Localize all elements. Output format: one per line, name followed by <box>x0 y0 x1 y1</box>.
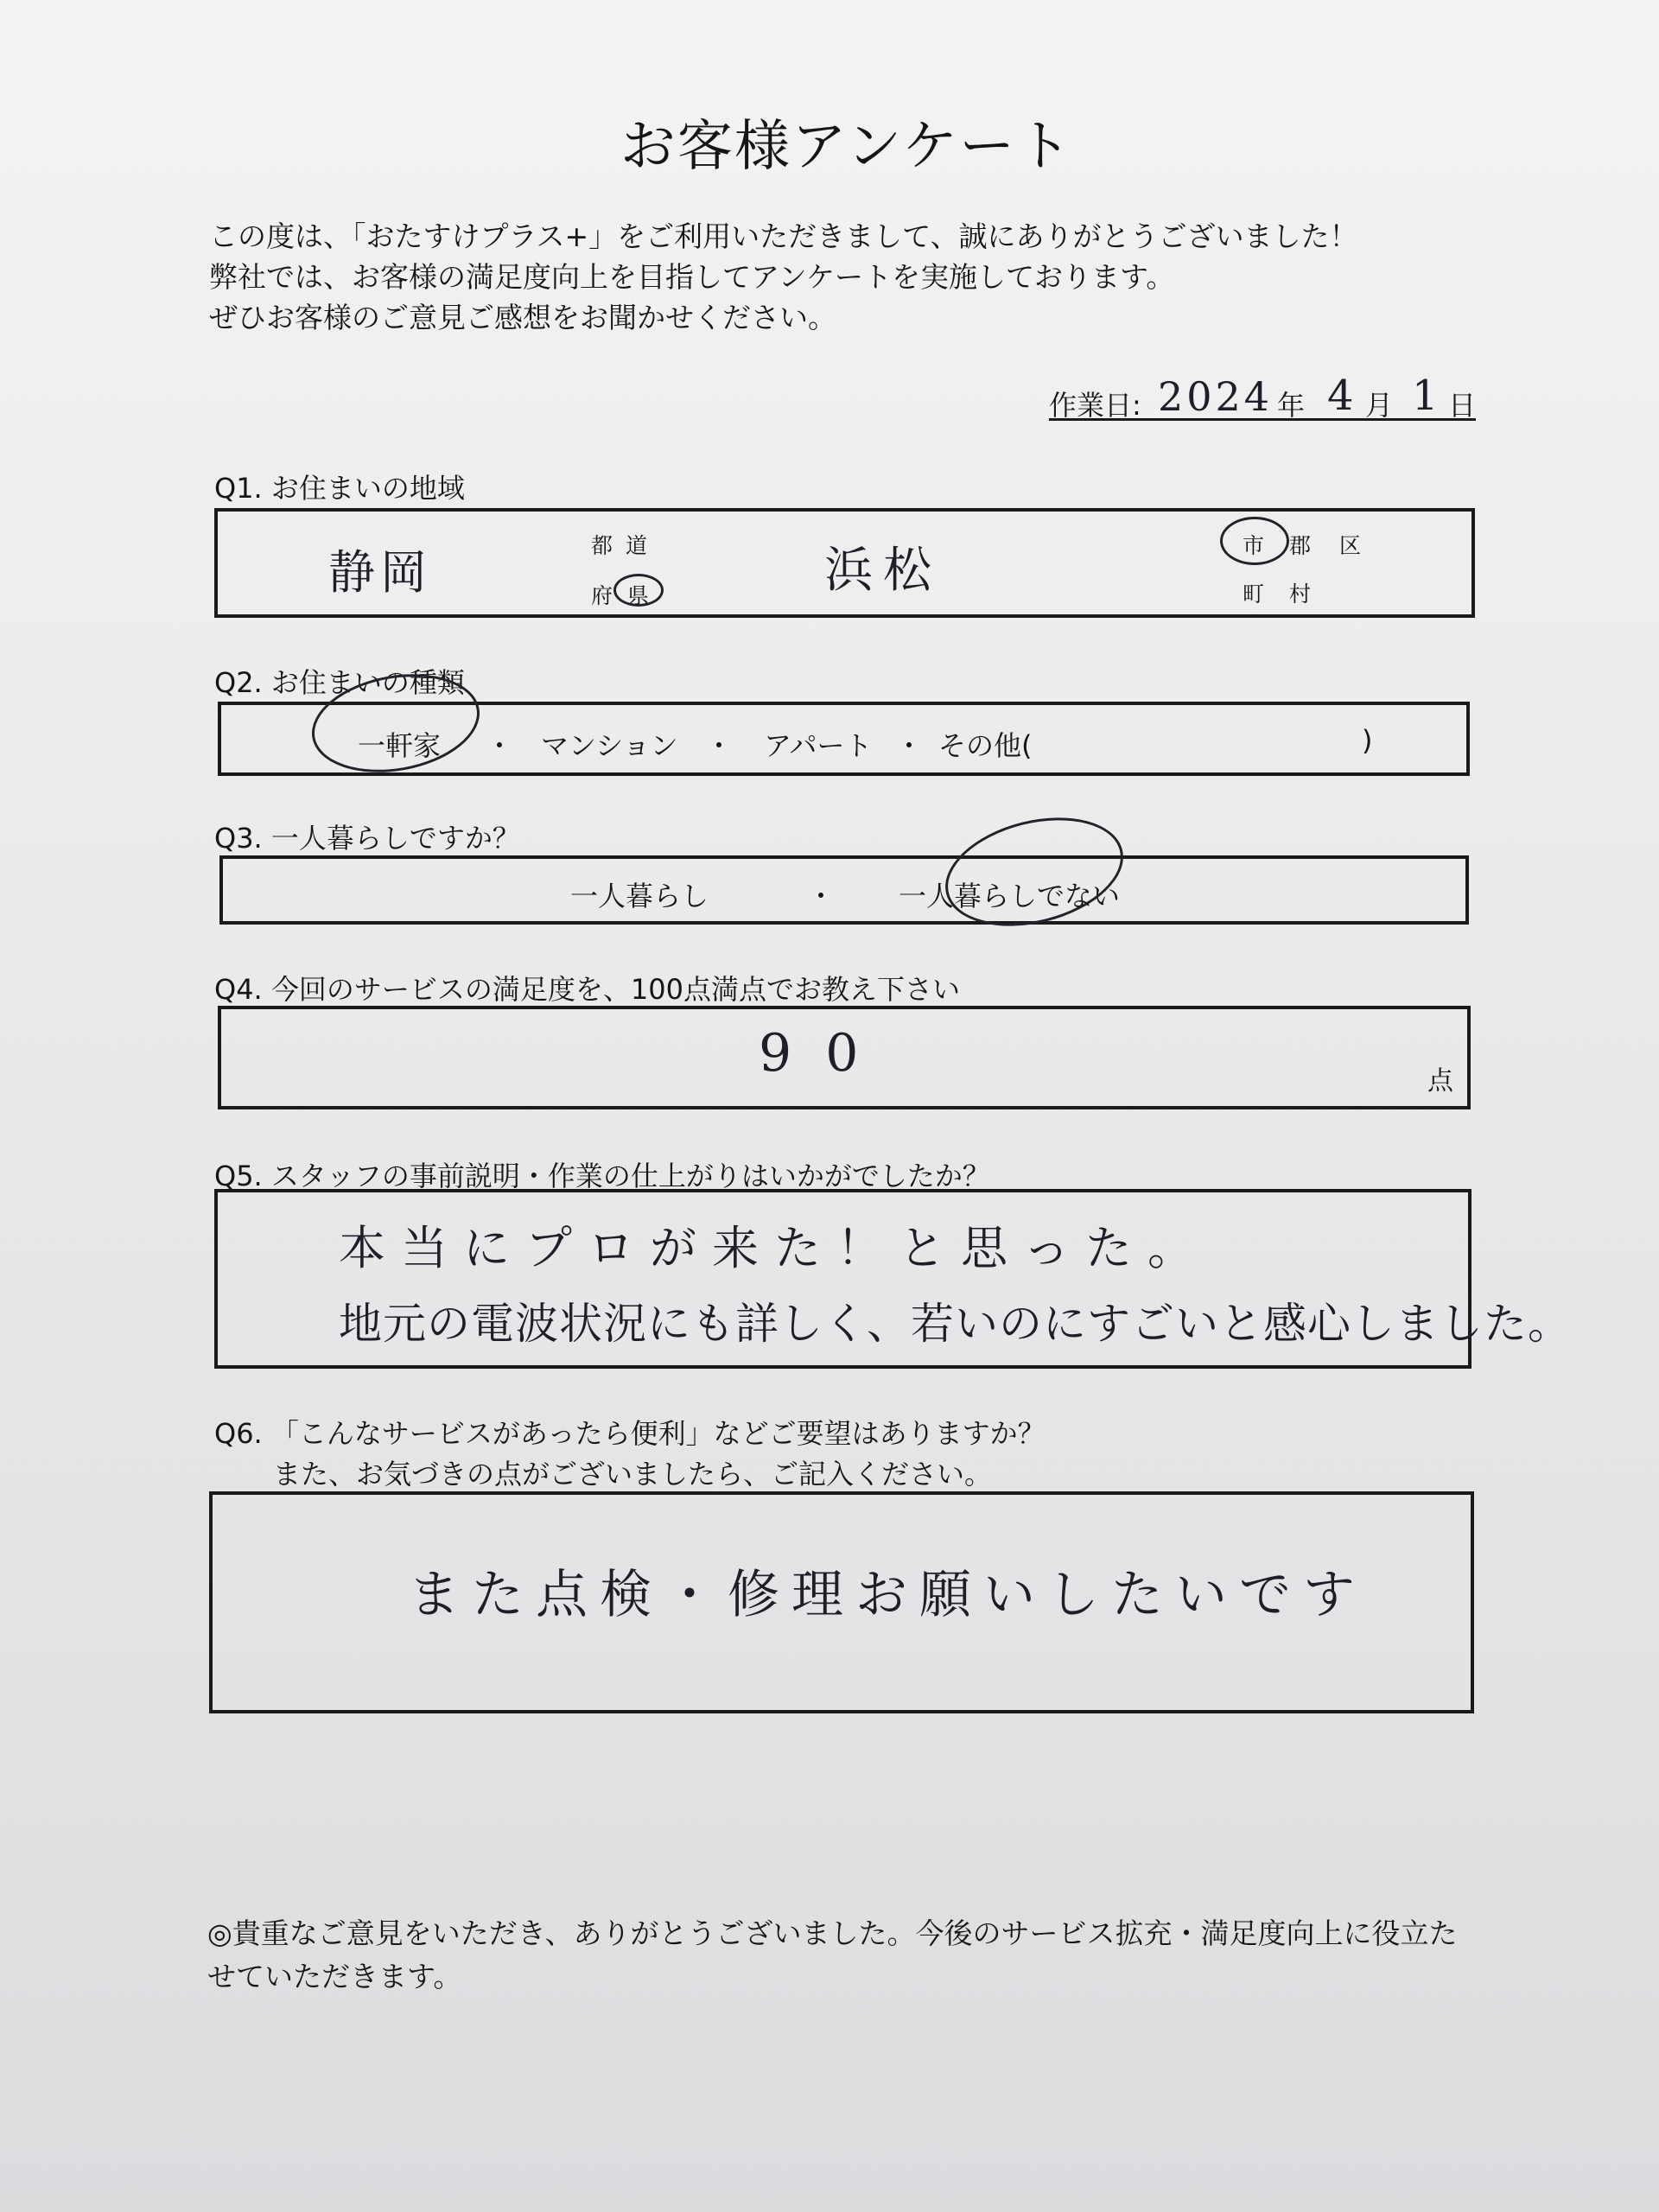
survey-title: お客様アンケート <box>620 115 1074 179</box>
q2-option-apartment[interactable]: アパート <box>764 729 873 762</box>
q3-option-alone[interactable]: 一人暮らし <box>570 880 709 912</box>
city-unit-mura: 村 <box>1289 582 1312 607</box>
q2-option-mansion[interactable]: マンション <box>541 729 678 762</box>
q5-answer-line-1: 本当にプロが来た！と思った。 <box>339 1221 1210 1275</box>
city-unit-ku: 区 <box>1339 533 1362 558</box>
q5-label: Q5. スタッフの事前説明・作業の仕上がりはいかがでしたか？ <box>214 1160 990 1192</box>
pref-unit-dou: 道 <box>626 533 648 558</box>
date-year: 2024 <box>1158 373 1274 420</box>
date-year-unit: 年 <box>1277 389 1306 422</box>
pref-unit-to: 都 <box>591 533 613 558</box>
q1-city-answer: 浜松 <box>824 543 942 599</box>
q3-option-not-alone[interactable]: 一人暮らしでない <box>899 880 1121 912</box>
date-month-unit: 月 <box>1365 389 1394 422</box>
q6-label-line-1: Q6. 「こんなサービスがあったら便利」などご要望はありますか？ <box>214 1417 1046 1450</box>
q3-not-alone-circle <box>934 800 1135 943</box>
footer-line-1: ◎貴重なご意見をいただき、ありがとうございました。今後のサービス拡充・満足度向上に役立た <box>207 1916 1458 1950</box>
date-month: 4 <box>1327 372 1354 420</box>
work-date <box>1049 372 1477 423</box>
intro-line-3: ぜひお客様のご意見ご感想をお聞かせください。 <box>209 301 836 334</box>
q2-separator-3: ・ <box>895 729 924 762</box>
q2-separator-1: ・ <box>486 729 514 762</box>
q4-label: Q4. 今回のサービスの満足度を、100点満点でお教え下さい <box>214 973 960 1006</box>
pref-ken-circle <box>613 574 664 607</box>
date-day: 1 <box>1412 372 1439 420</box>
q4-answer-box[interactable] <box>218 1006 1471 1109</box>
q2-answer-box <box>218 702 1470 776</box>
q2-separator-2: ・ <box>705 729 734 762</box>
q2-option-house[interactable]: 一軒家 <box>358 729 442 762</box>
q1-label: Q1. お住まいの地域 <box>214 472 465 505</box>
q6-answer: また点検・修理お願いしたいです <box>408 1565 1367 1625</box>
intro-line-2: 弊社では、お客様の満足度向上を目指してアンケートを実施しております。 <box>209 260 1175 294</box>
q2-close-paren: ) <box>1362 724 1373 757</box>
date-label: 作業日: <box>1049 389 1141 422</box>
q4-score-answer: 9 0 <box>759 1023 868 1084</box>
date-day-unit: 日 <box>1448 389 1477 422</box>
city-unit-machi: 町 <box>1243 582 1265 607</box>
intro-line-1: この度は、「おたすけプラス+」をご利用いただきまして、誠にありがとうございました！ <box>209 219 1358 253</box>
q1-prefecture-answer: 静岡 <box>328 545 432 600</box>
q2-option-other[interactable]: その他( <box>938 729 1033 762</box>
q3-label: Q3. 一人暮らしですか？ <box>214 822 520 855</box>
pref-unit-fu: 府 <box>591 583 613 608</box>
q6-label-line-2: また、お気づきの点がございましたら、ご記入ください。 <box>273 1458 993 1491</box>
q3-separator: ・ <box>807 880 836 912</box>
pref-unit-ken: 県 <box>627 583 650 608</box>
q1-answer-box[interactable] <box>214 508 1475 618</box>
q4-unit: 点 <box>1427 1066 1453 1096</box>
q5-answer-line-2: 地元の電波状況にも詳しく、若いのにすごいと感心しました。 <box>339 1299 1572 1349</box>
q5-answer-box[interactable] <box>214 1189 1572 1369</box>
city-unit-shi: 市 <box>1243 533 1265 558</box>
city-shi-circle <box>1220 517 1289 565</box>
footer-line-2: せていただきます。 <box>207 1960 462 1993</box>
q3-answer-box <box>219 855 1469 925</box>
q6-answer-box[interactable] <box>209 1491 1474 1713</box>
q2-label: Q2. お住まいの種類 <box>214 666 465 699</box>
city-unit-gun: 郡 <box>1289 533 1312 558</box>
